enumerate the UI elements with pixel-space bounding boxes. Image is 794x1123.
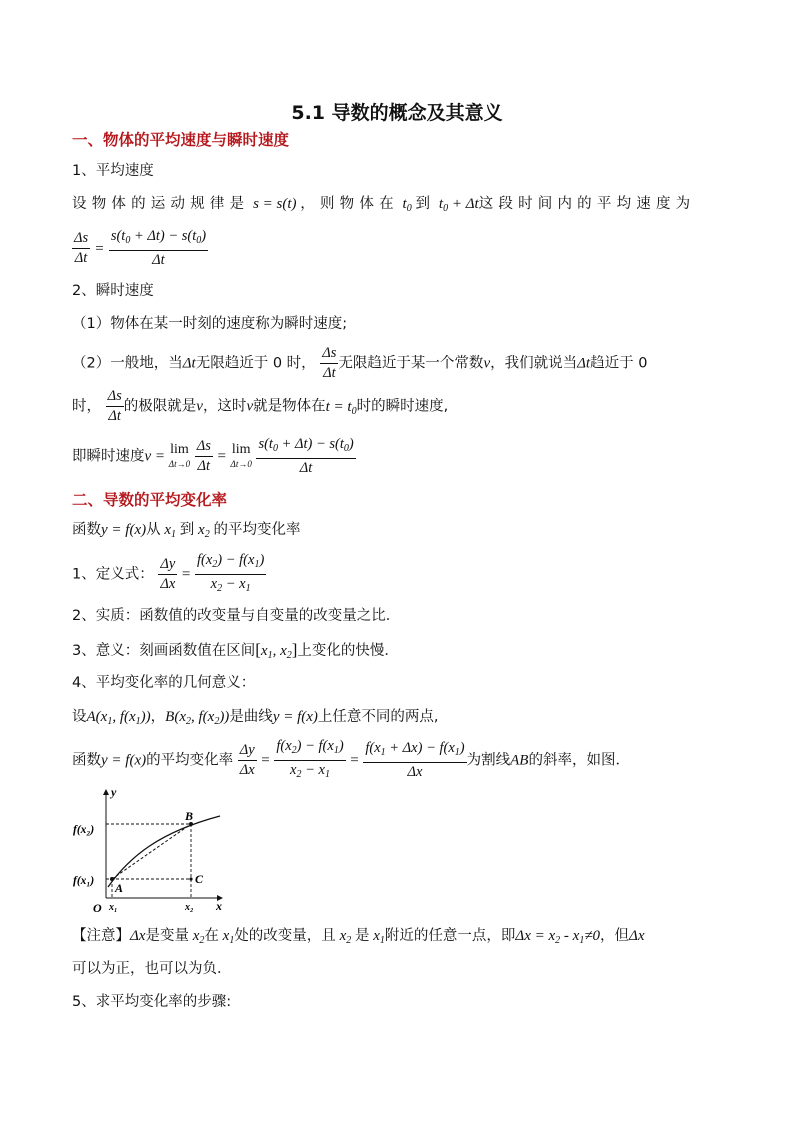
frac-def: $\frac{f(x_2) - f(x_1)}{x_2 - x_1}$ [276,738,344,780]
label-b: B [185,809,194,823]
tick-x2: x₂ [185,902,194,913]
label-fx2: f(x₂) [73,824,95,836]
text: 到 [179,522,195,538]
section-heading-1: 一、物体的平均速度与瞬时速度 [72,131,290,149]
label-a: A [115,881,124,895]
curve-fx [108,816,220,887]
text: 无限趋近于 0 时， [195,355,316,372]
formula-y-fx: y = f(x) [101,752,147,769]
paragraph-motion-law [72,194,695,219]
text: 设物体的运动规律是 [72,196,250,212]
text: ，则物体在 [300,196,399,212]
item-average-velocity: 1、平均速度 [72,163,154,179]
text: 时， [72,398,101,415]
text: 函数 [72,522,101,538]
y-axis-label: y [111,786,117,799]
formula-x1: $x_1$ [369,928,385,946]
page-title: 5.1 导数的概念及其意义 [291,102,503,124]
text: 时的瞬时速度, [356,398,449,415]
label-fx1: f(x₁) [73,875,95,887]
formula-v: v [483,355,491,372]
text: 即瞬时速度 [72,448,145,465]
text: 趋近于 0 [590,355,648,372]
limit-operator: lim Δt→0 [230,441,252,469]
formula-v: v [246,398,254,415]
formula-dt: Δt [182,355,196,372]
text: 从 [146,522,161,538]
formula-y-fx: y = f(x) [101,522,147,538]
origin-label: O [93,901,102,914]
formula-v-eq: v = [144,448,169,465]
note-label: 【注意】 [72,928,130,944]
formula-interval: [ [255,640,261,659]
item-meaning: 3、意义：刻画函数值在区间[$x_1$, $x_2$]上变化的快慢． [72,640,399,661]
note-line-2: 可以为正，也可以为负． [72,961,232,977]
text: ，这时 [202,398,247,415]
definition-formula: 1、定义式： $\frac{\Delta y}{\Delta x}$ = $\frac{f(x_2) - f(x_1)}{x_2 - x_1}$ [72,552,266,597]
item-steps: 5、求平均变化率的步骤: [72,994,232,1010]
limit-sentence [72,388,448,425]
text: 函数 [72,752,101,769]
text: 无限趋近于某一个常数 [338,355,484,372]
x-axis-label: x [216,899,222,913]
slope-sentence: 函数y = f(x)的平均变化率 $\frac{\Delta y}{\Delta x}$ = $\frac{f(x_2) - f(x_1)}{x_2 - x_1}$ = $\frac{f(x_1 + \Delta x) - f(x_1)}{\Delta x}$ 为割线AB的斜率，如图． [72,738,630,783]
text: 是变量 [145,928,189,944]
text: 上变化的快慢． [297,643,399,659]
text: 的平均变化率 [146,752,234,769]
text: 在 [204,928,219,944]
equals: = [95,241,104,257]
formula-average-velocity [72,228,208,269]
formula-ab: AB [510,752,529,769]
text: 为割线 [466,752,511,769]
text: 的极限就是 [123,398,197,415]
formula-t0-plus-dt: $t_0 + \Delta t$ [435,196,479,214]
text: 上任意不同的两点, [317,709,439,725]
note-line-1 [72,926,645,951]
text: 就是物体在 [253,398,326,415]
item-essence: 2、实质：函数值的改变量与自变量的改变量之比． [72,608,401,624]
formula-t0: $t_0$ [398,196,412,214]
text: ，但 [600,928,630,944]
formula-s-eq: s = s(t) [249,196,301,212]
frac-ds-dt: $\frac{\Delta s}{\Delta t}$ [196,438,211,474]
point-c [189,877,192,880]
frac-avg: $\frac{s(t_0 + \Delta t) - s(t_0)}{\Delta t}$ [110,228,207,268]
point-a [110,877,114,881]
limit-operator: lim Δt→0 [168,441,191,469]
formula-point-b: $B(x_2$, $f(x_2)$) [165,709,230,727]
frac-delta: $\frac{f(x_1 + \Delta x) - f(x_1)}{\Delta x}$ [365,740,465,780]
text: （2）一般地，当 [72,355,183,372]
frac-limit-expr: $\frac{s(t_0 + \Delta t) - s(t_0)}{\Delta t}$ [258,436,354,476]
instant-velocity-formula: 即瞬时速度v = lim Δt→0 $\frac{\Delta s}{\Delta t}$ = lim Δt→0 $\frac{s(t_0 + \Delta t) - s(t_0)}{\Delta t}$ [72,436,354,476]
text: 处的改变量，且 [234,928,336,944]
text: 的平均变化率 [213,522,301,538]
formula-t-eq-t0: $t = t_0$ [325,398,357,417]
text: 是曲线 [229,709,273,725]
frac-ds-dt: $\frac{\Delta s}{\Delta t}$ [74,230,89,266]
frac-ds-dt: $\frac{\Delta s}{\Delta t}$ [107,388,122,424]
frac-dy-dx: $\frac{\Delta y}{\Delta x}$ [239,742,255,778]
item-instant-velocity: 2、瞬时速度 [72,283,154,299]
formula-dt: Δt [577,355,591,372]
points-sentence [72,707,439,732]
formula-x2: $x_2$ [335,928,352,946]
text: 附近的任意一点，即 [384,928,516,944]
text: 的斜率，如图． [528,752,630,769]
sub-item-2 [72,345,647,382]
text: ，我们就说当 [490,355,578,372]
text: 3、意义：刻画函数值在区间 [72,643,256,659]
text: 设 [72,709,87,725]
formula-y-fx: y = f(x) [272,709,318,725]
tick-x1: x₁ [109,902,118,913]
label-c: C [195,872,204,886]
text: ， [150,709,166,725]
section-heading-2: 二、导数的平均变化率 [72,491,228,509]
text: 这段时间内的平均速度为 [478,196,696,212]
secant-ab [112,824,191,879]
frac-ds-dt: $\frac{\Delta s}{\Delta t}$ [322,345,337,381]
formula-dx: Δx [130,928,146,944]
frac-dy-dx: $\frac{\Delta y}{\Delta x}$ [160,556,176,592]
formula-x1: $x_1$ [218,928,235,946]
text: 到 [415,196,436,212]
formula-x1: $x_1$ [160,522,177,540]
formula-note-eq: $\Delta x = x_2 - x_1\ne 0$ [515,928,601,946]
formula-dx: Δx [629,928,645,944]
formula-x2: $x_2$ [188,928,205,946]
item-geometric: 4、平均变化率的几何意义： [72,675,256,691]
formula-v: v [196,398,203,415]
text: 是 [354,928,370,944]
frac-def: $\frac{f(x_2) - f(x_1)}{x_2 - x_1}$ [196,552,265,594]
text: 1、定义式： [72,566,154,583]
section2-intro [72,520,300,545]
sub-item-1: （1）物体在某一时刻的速度称为瞬时速度; [72,316,348,332]
secant-line-figure [70,786,230,914]
formula-point-a: $A(x_1$, $f(x_1)$) [86,709,151,727]
formula-x2: $x_2$ [194,522,210,540]
